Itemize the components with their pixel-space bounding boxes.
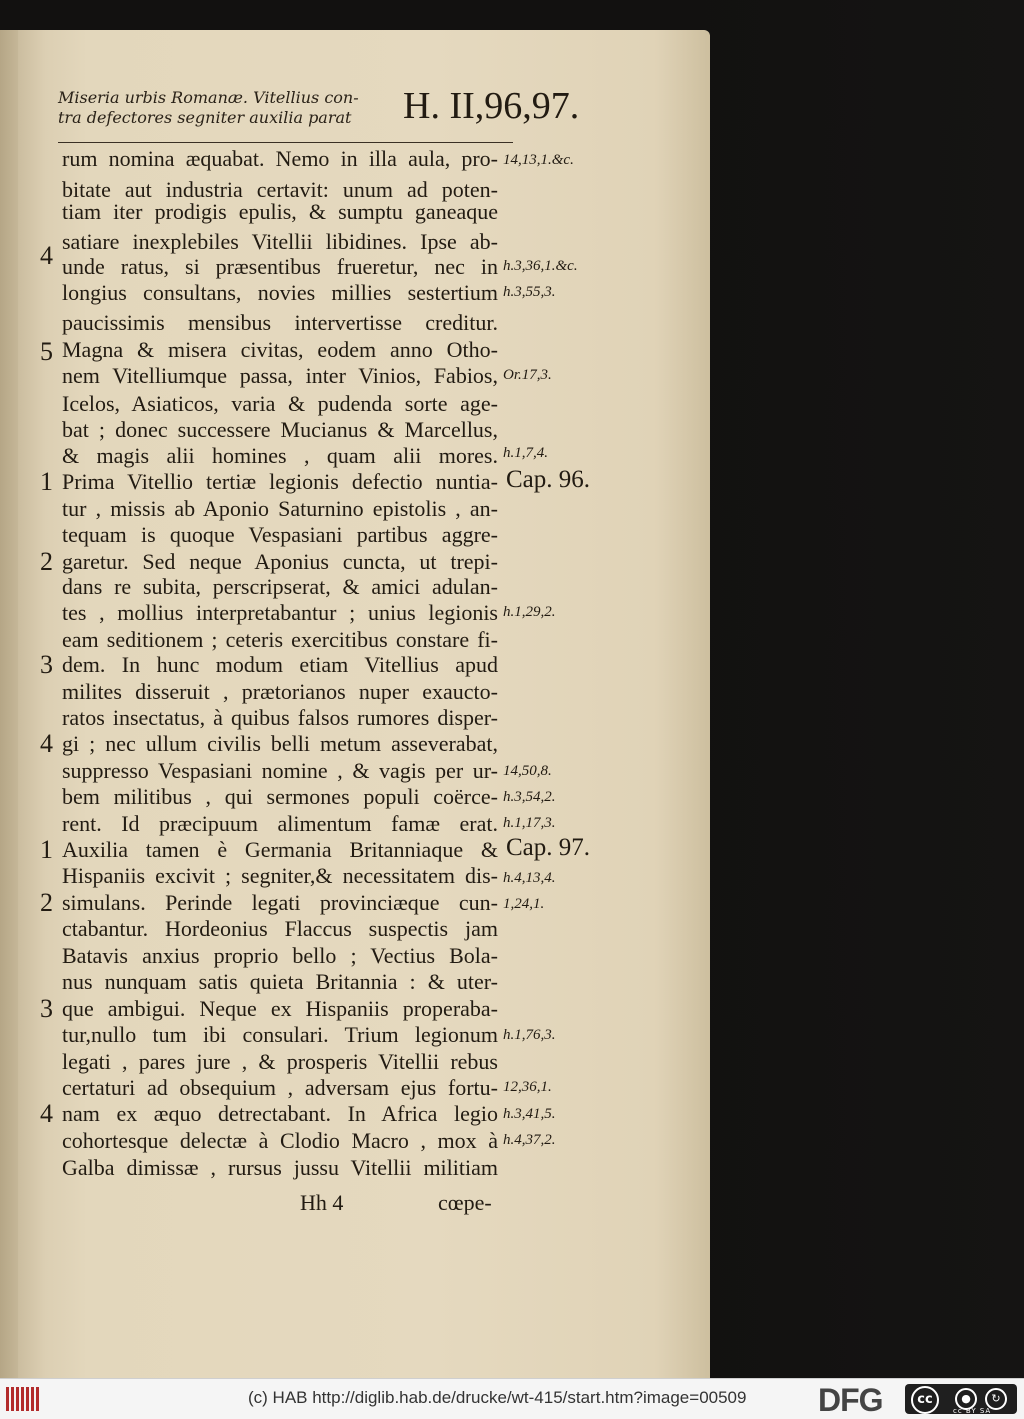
body-line: bitate aut industria certavit: unum ad poten- [62,177,498,202]
margin-note: h.4,13,4. [503,870,556,886]
chapter-heading: Cap. 97. [506,834,591,861]
body-line: tur , missis ab Aponio Saturnino epistolis , an- [62,496,498,521]
body-line: tes , mollius interpretabantur ; unius legionis [62,600,498,625]
margin-note: h.3,41,5. [503,1106,556,1122]
section-number: 4 [40,729,53,758]
running-head-line-2: tra defectores segniter auxilia parat [58,108,352,127]
margin-note: h.3,36,1.&c. [503,258,578,274]
margin-note: h.1,76,3. [503,1027,556,1043]
body-line: ctabantur. Hordeonius Flaccus suspectis jam [62,916,498,941]
body-line: dans re subita, perscripserat, & amici adulan- [62,574,498,599]
viewer-footer [0,1378,1024,1419]
body-line: tur,nullo tum ibi consulari. Trium legionum [62,1022,498,1047]
margin-note: h.3,55,3. [503,284,556,300]
section-number: 2 [40,547,53,576]
attribution-icon: ● [955,1388,977,1410]
body-line: legati , pares jure , & prosperis Vitellii rebus [62,1049,498,1074]
section-number: 3 [40,994,53,1023]
catchword: cœpe- [438,1190,492,1215]
body-line: Icelos, Asiaticos, varia & pudenda sorte age- [62,391,498,416]
signature-mark: Hh 4 [300,1190,344,1215]
margin-note: 14,13,1.&c. [503,152,574,168]
body-line: Prima Vitellio tertiæ legionis defectio nuntia- [62,469,498,494]
body-line: bat ; donec successere Mucianus & Marcellus, [62,417,498,442]
body-line: que ambigui. Neque ex Hispaniis properaba- [62,996,498,1021]
body-line: rent. Id præcipuum alimentum famæ erat. [62,811,498,836]
body-line: & magis alii homines , quam alii mores. [62,443,498,468]
body-line: tequam is quoque Vespasiani partibus aggre- [62,522,498,547]
body-line: cohortesque delectæ à Clodio Macro , mox à [62,1128,498,1153]
body-line: nus nunquam satis quieta Britannia : & uter- [62,969,498,994]
section-number: 4 [40,1099,53,1128]
margin-note: h.1,7,4. [503,445,548,461]
body-line: Batavis anxius proprio bello ; Vectius Bola- [62,943,498,968]
body-line: Auxilia tamen è Germania Britanniaque & [62,837,498,862]
body-line: nem Vitelliumque passa, inter Vinios, Fabios, [62,363,498,388]
cc-license-badge[interactable] [905,1384,1017,1414]
margin-note: Or.17,3. [503,367,552,383]
body-line: unde ratus, si præsentibus frueretur, nec in [62,254,498,279]
hab-logo-icon [6,1387,42,1411]
section-number: 5 [40,337,53,366]
copyright-credit: (c) HAB http://diglib.hab.de/drucke/wt-415/start.htm?image=00509 [248,1388,747,1407]
body-line: tiam iter prodigis epulis, & sumptu ganeaque [62,199,498,224]
chapter-heading: Cap. 96. [506,466,591,493]
margin-note: h.1,29,2. [503,604,556,620]
margin-note: 14,50,8. [503,763,552,779]
body-line: simulans. Perinde legati provinciæque cun- [62,890,498,915]
body-line: nam ex æquo detrectabant. In Africa legio [62,1101,498,1126]
margin-note: h.3,54,2. [503,789,556,805]
body-line: satiare inexplebiles Vitellii libidines. Ipse ab- [62,229,498,254]
section-number: 4 [40,241,53,270]
body-line: gi ; nec ullum civilis belli metum asseverabat, [62,731,498,756]
section-number: 2 [40,888,53,917]
head-rule [58,142,513,143]
body-line: longius consultans, novies millies sestertium [62,280,498,305]
dfg-logo: DFG [818,1382,883,1418]
body-line: bem militibus , qui sermones populi coërce- [62,784,498,809]
section-number: 1 [40,467,53,496]
body-line: rum nomina æquabat. Nemo in illa aula, pro- [62,146,498,171]
share-alike-icon: ↻ [985,1388,1007,1410]
margin-note: h.1,17,3. [503,815,556,831]
cc-icon: cc [911,1386,939,1414]
body-line: paucissimis mensibus intervertisse creditur. [62,310,498,335]
body-line: ratos insectatus, à quibus falsos rumores disper- [62,705,498,730]
body-line: suppresso Vespasiani nomine , & vagis per ur- [62,758,498,783]
running-head-reference: H. II,96,97. [403,85,580,127]
running-head-line-1: Miseria urbis Romanæ. Vitellius con- [58,88,359,107]
body-line: dem. In hunc modum etiam Vitellius apud [62,652,498,677]
margin-note: 1,24,1. [503,896,545,912]
margin-note: h.4,37,2. [503,1132,556,1148]
body-line: certaturi ad obsequium , adversam ejus fortu- [62,1075,498,1100]
section-number: 1 [40,835,53,864]
body-line: garetur. Sed neque Aponius cuncta, ut trepi- [62,549,498,574]
body-line: Hispaniis excivit ; segniter,& necessitatem dis- [62,863,498,888]
margin-note: 12,36,1. [503,1079,552,1095]
section-number: 3 [40,650,53,679]
body-line: eam seditionem ; ceteris exercitibus constare fi- [62,627,498,652]
body-line: Magna & misera civitas, eodem anno Otho- [62,337,498,362]
body-line: milites disseruit , prætorianos nuper exaucto- [62,679,498,704]
license-badge-label: cc BY SA [953,1407,992,1415]
body-line: Galba dimissæ , rursus jussu Vitellii militiam [62,1155,498,1180]
